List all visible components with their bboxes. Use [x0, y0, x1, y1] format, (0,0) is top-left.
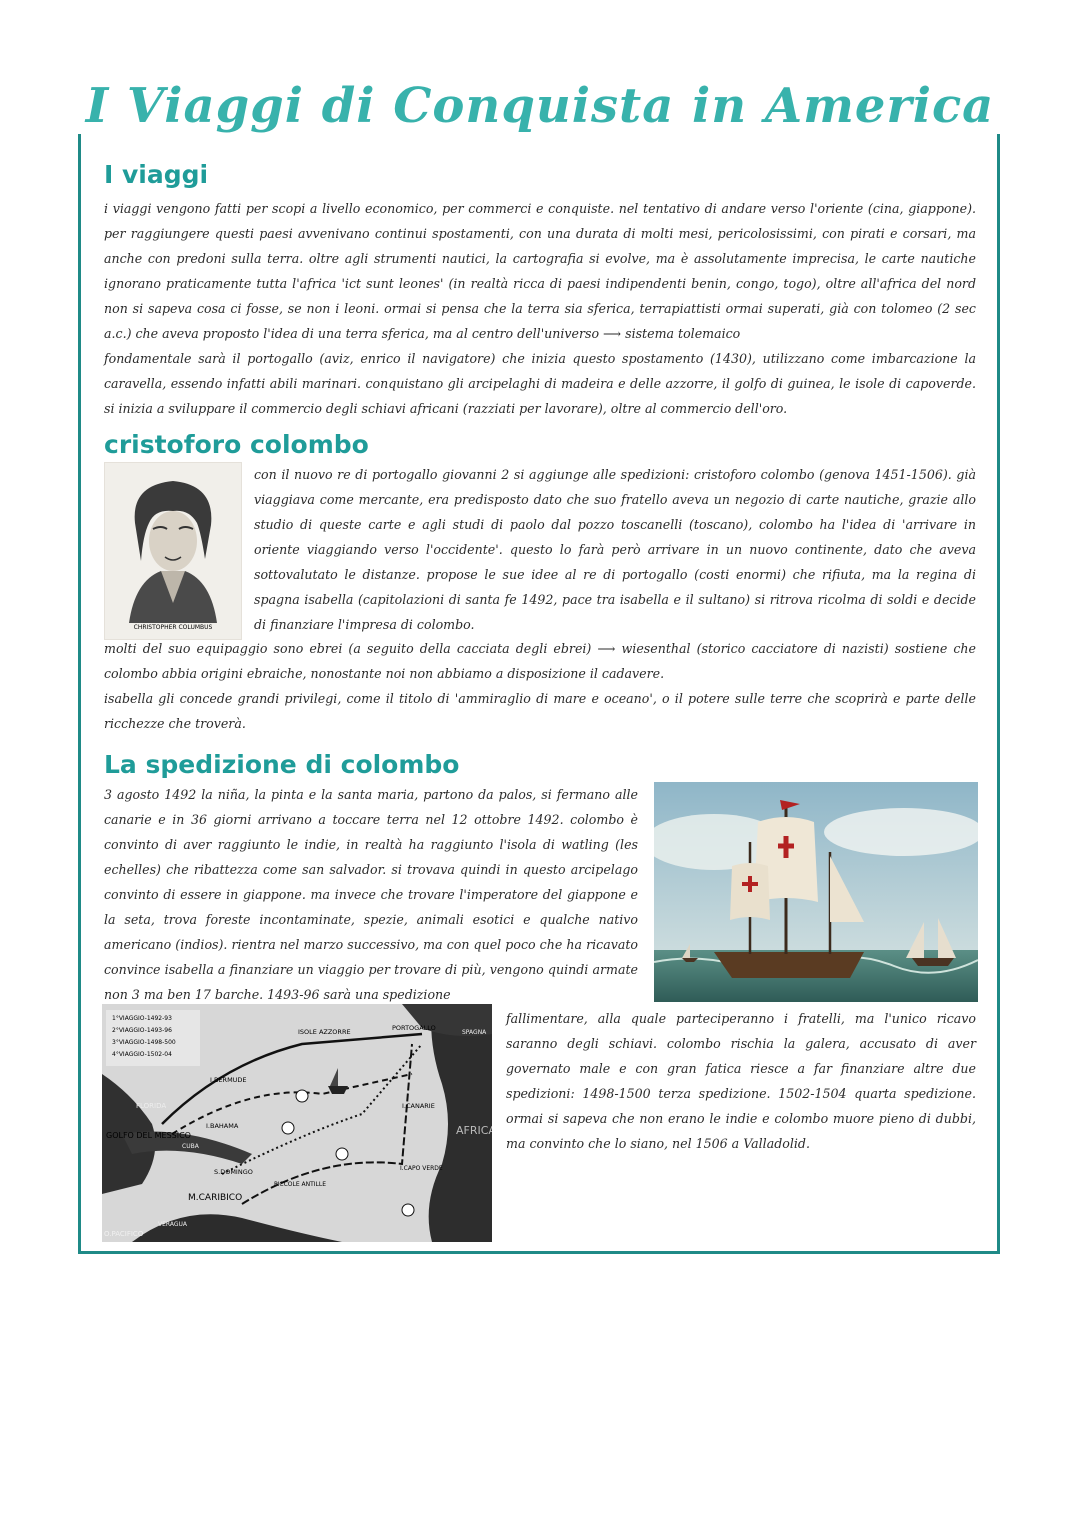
- map-label-pacifico: O.PACIFICO: [104, 1230, 144, 1238]
- paragraph-colombo-3: isabella gli concede grandi privilegi, come il titolo di 'ammiraglio di mare e oceano', o il potere sulle terre che scoprirà e parte delle ricchezze che troverà.: [104, 691, 976, 731]
- portrait-columbus: [104, 462, 242, 640]
- map-label-golfo: GOLFO DEL MESSICO: [106, 1131, 191, 1140]
- map-label-azzorre: ISOLE AZZORRE: [298, 1028, 351, 1036]
- paragraph-viaggi-2: fondamentale sarà il portogallo (aviz, enrico il navigatore) che inizia questo spostamento (1430), utilizzano come imbarcazione la caravella, essendo infatti abili marinari. conquistano gli arcipelaghi di madeira e delle azzorre, il golfo di guinea, le isole di capoverde. si inizia a sviluppare il commercio degli schiavi africani (razziati per lavorare), oltre al commercio dell'oro.: [104, 351, 976, 416]
- map-label-spagna: SPAGNA: [462, 1029, 487, 1036]
- map-label-caribico: M.CARIBICO: [188, 1193, 243, 1203]
- page-title: I Viaggi di Conquista in America: [0, 78, 1080, 134]
- legend-voyage-4: 4°VIAGGIO-1502-04: [112, 1051, 172, 1058]
- paragraph-colombo-2: molti del suo equipaggio sono ebrei (a seguito della cacciata degli ebrei) ⟶ wiesenthal (storico cacciatore di nazisti) sostiene che colombo abbia origini ebraiche, nonostante noi non abbiamo a disposizione il cadavere.: [104, 641, 976, 681]
- legend-voyage-1: 1°VIAGGIO-1492-93: [112, 1015, 172, 1022]
- map-label-cuba: CUBA: [182, 1143, 199, 1150]
- map-label-canarie: I.CANARIE: [402, 1102, 435, 1110]
- map-label-portogallo: PORTOGALLO: [392, 1024, 436, 1032]
- map-label-sdomingo: S.DOMINGO: [214, 1168, 253, 1176]
- paragraph-spedizione-2: fallimentare, alla quale parteciperanno i fratelli, ma l'unico ricavo saranno degli schiavi. colombo rischia la galera, accusato di aver governato male e con gran fatica riesce a far finanziare altre due spedizioni: 1498-1500 terza spedizione. 1502-1504 quarta spedizione. ormai si sapeva che non erano le indie e colombo muore pieno di dubbi, ma convinto che lo siano, nel 1506 a Valladolid.: [506, 1011, 976, 1151]
- map-label-capoverde: I.CAPO VERDE: [400, 1165, 443, 1172]
- heading-colombo: cristoforo colombo: [104, 430, 369, 459]
- map-label-bahama: I.BAHAMA: [206, 1122, 239, 1130]
- legend-voyage-2: 2°VIAGGIO-1493-96: [112, 1027, 172, 1034]
- paragraph-spedizione-1: 3 agosto 1492 la niña, la pinta e la santa maria, partono da palos, si fermano alle canarie e in 36 giorni arrivano a toccare terra nel 12 ottobre 1492. colombo è convinto di aver raggiunto le indie, in realtà ha raggiunto l'isola di watling (les echelles) che ribattezza come san salvador. si trovava quindi in questo arcipelago convinto di essere in giappone. ma invece che trovare l'imperatore del giappone e la seta, trova foreste incontaminate, spezie, animali esotici e qualche nativo americano (indios). rientra nel marzo successivo, ma con quel poco che ha ricavato convince isabella a finanziare un viaggio per trovare di più, vengono quindi armate non 3 ma ben 17 barche. 1493-96 sarà una spedizione: [104, 787, 638, 1002]
- legend-voyage-3: 3°VIAGGIO-1498-500: [112, 1039, 176, 1046]
- map-label-antille: PICCOLE ANTILLE: [274, 1181, 327, 1188]
- paragraph-viaggi-1: i viaggi vengono fatti per scopi a livello economico, per commerci e conquiste. nel tentativo di andare verso l'oriente (cina, giappone). per raggiungere questi paesi avvenivano continui spostamenti, con una durata di molti mesi, pericolosissimi, con pirati e corsari, ma anche con predoni sulla terra. oltre agli strumenti nautici, la cartografia si evolve, ma è assolutamente imprecisa, le carte nautiche ignorano praticamente tutta l'africa 'ict sunt leones' (in realtà ricca di paesi indipendenti benin, congo, togo), oltre all'africa del nord non si sapeva cosa ci fosse, se non i leoni. ormai si pensa che la terra sia sferica, terrapiattisti ormai superati, già con tolomeo (2 sec a.c.) che aveva proposto l'idea di una terra sferica, ma al centro dell'universo ⟶ sistema tolemaico: [104, 201, 976, 341]
- caravel-painting: [654, 782, 978, 1002]
- map-label-bermude: I.BERMUDE: [210, 1076, 247, 1084]
- voyages-map: [102, 1004, 492, 1242]
- portrait-caption: CHRISTOPHER COLUMBUS: [133, 624, 213, 631]
- map-label-veragua: VERAGUA: [158, 1221, 187, 1228]
- paragraph-colombo-1: con il nuovo re di portogallo giovanni 2 si aggiunge alle spedizioni: cristoforo colombo (genova 1451-1506). già viaggiava come mercante, era predisposto dato che suo fratello aveva un negozio di carte nautiche, grazie allo studio di queste carte e agli studi di paolo dal pozzo toscanelli (toscano), colombo ha l'idea di 'arrivare in oriente viaggiando verso l'occidente'. questo lo farà però arrivare in un nuovo continente, dato che aveva sottovalutato le distanze. propose le sue idee al re di portogallo (costi enormi) che rifiuta, ma la regina di spagna isabella (capitolazioni di santa fe 1492, pace tra isabella e il sultano) si ritrova ricolma di soldi e decide di finanziare l'impresa di colombo.: [254, 467, 976, 632]
- heading-spedizione: La spedizione di colombo: [104, 750, 460, 779]
- map-label-florida: FLORIDA: [136, 1102, 167, 1110]
- heading-viaggi: I viaggi: [104, 160, 209, 189]
- map-label-africa: AFRICA: [456, 1124, 492, 1137]
